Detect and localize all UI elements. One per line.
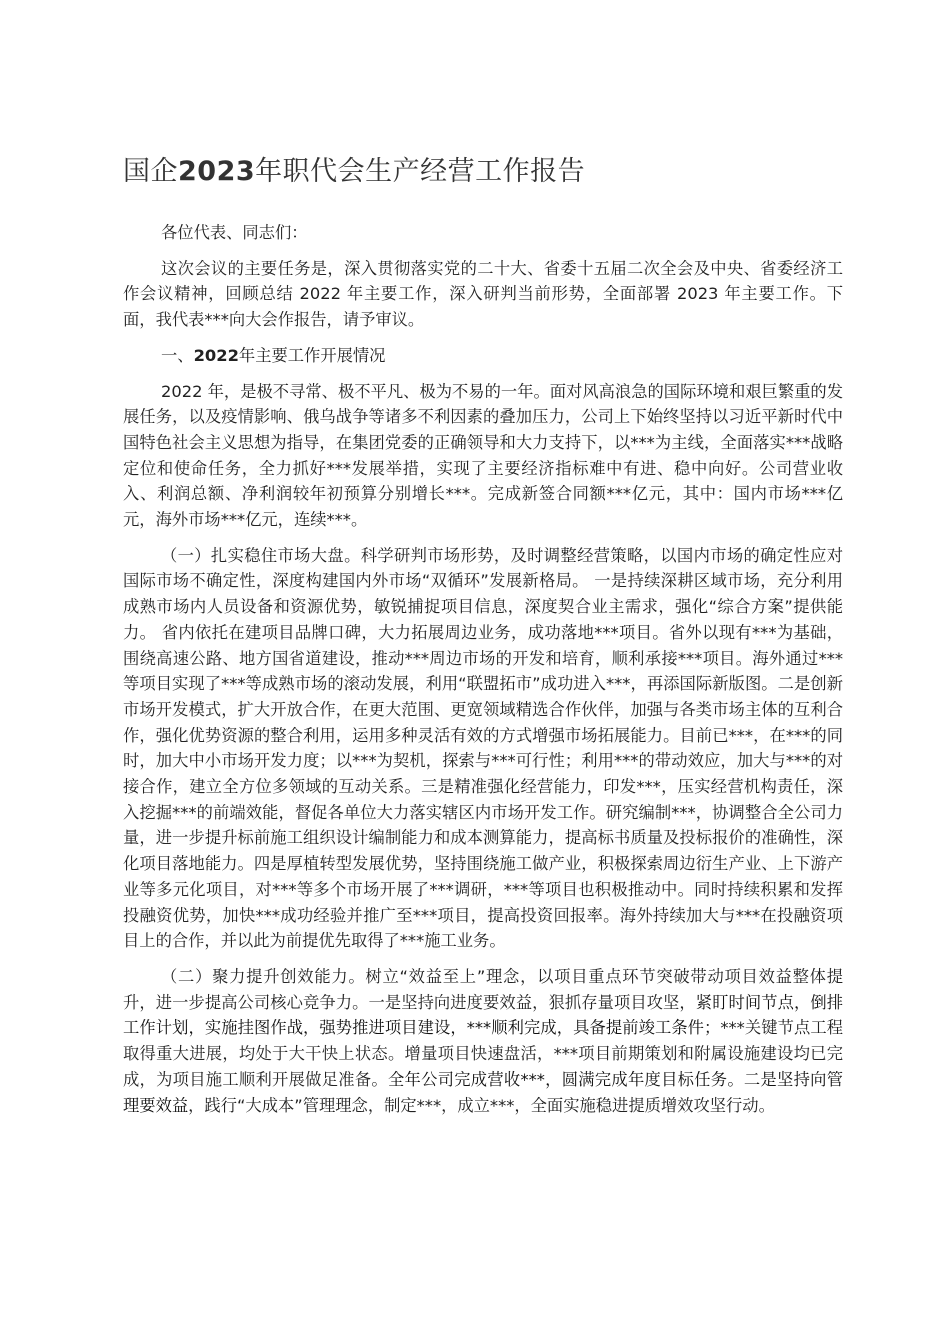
section-heading-text: 年主要工作开展情况	[238, 345, 386, 365]
title-suffix: 年职代会生产经营工作报告	[255, 156, 586, 187]
subsection2-text-b: 紧盯时间节点，倒排工作计划，实施挂图作战，强势推进项目建设，***顺利完成，具备提前竣工条件；	[123, 992, 843, 1038]
title-year: 2023	[178, 156, 256, 187]
section1-paragraph: 2022 年，是极不寻常、极不平凡、极为不易的一年。面对风高浪急的国际环境和艰巨繁重的发展任务，以及疫情影响、俄乌战争等诸多不利因素的叠加压力，公司上下始终坚持以习近平新时代中国特色社会主义思想为指导，在集团党委的正确领导和大力支持下，以***为主线，全面落实***战略定位和使命任务，全力抓好***发展举措，实现了主要经济指标难中有进、稳中向好。公司营业收入、利润总额、净利润较年初预算分别增长***。完成新签合同额***亿元，其中：国内市场***亿元，海外市场***亿元，连续***。	[123, 381, 843, 530]
subsection2-text-d: 全年公司完成营收***，圆满完成年度目标任务。	[387, 1069, 744, 1089]
title-prefix: 国企	[123, 156, 178, 187]
section-heading-prefix: 一、	[161, 345, 194, 365]
intro-paragraph: 这次会议的主要任务是，深入贯彻落实党的二十大、省委十五届二次全会及中央、省委经济工作会议精神，回顾总结 2022 年主要工作，深入研判当前形势，全面部署 2023 年主要工作。下面，我代表***向大会作报告，请予审议。	[123, 258, 843, 330]
document-page	[123, 150, 843, 1128]
subsection2-text-f: ，践行“大成本”管理理念，制定***，成立***，全面实施稳进提质增效攻坚行动。	[188, 1095, 775, 1115]
document-title	[123, 150, 843, 194]
subsection2-text-c: ***关键节点工程取得重大进展，均处于大干快上状态。增量项目快速盘活，***项目前期策划和附属设施建设均已完成，为项目施工顺利开展做足准备。	[123, 1018, 843, 1089]
section-heading-1	[123, 343, 843, 369]
section-heading-year: 2022	[193, 345, 239, 365]
subsection2-text-a: （二）聚力提升创效能力。树立“效益至上”理念，以项目重点环节突破带动项目效益整体提升，进一步提高公司核心竞争力。一是坚持向进度要效益，狠抓存量项目攻坚，	[123, 966, 843, 1012]
salutation: 各位代表、同志们：	[161, 223, 308, 242]
subsection1-paragraph: （一）扎实稳住市场大盘。科学研判市场形势，及时调整经营策略，以国内市场的确定性应对国际市场不确定性，深度构建国内外市场“双循环”发展新格局。 一是持续深耕区域市场，充分利用成熟市场内人员设备和资源优势，敏锐捕捉项目信息，深度契合业主需求，强化“综合方案”提供能力。 省内依托在建项目品牌口碑，大力拓展周边业务，成功落地***项目。省外以现有***为基础，围绕高速公路、地方国省道建设，推动***周边市场的开发和培育，顺利承接***项目。海外通过***等项目实现了***等成熟市场的滚动发展，利用“联盟拓市”成功进入***，再添国际新版图。二是创新市场开发模式，扩大开放合作，在更大范围、更宽领域精选合作伙伴，加强与各类市场主体的互利合作，强化优势资源的整合利用，运用多种灵活有效的方式增强市场拓展能力。目前已***，在***的同时，加大中小市场开发力度；以***为契机，探索与***可行性；利用***的带动效应，加大与***的对接合作，建立全方位多领域的互动关系。三是精准强化经营能力，印发***，压实经营机构责任，深入挖掘***的前端效能，督促各单位大力落实辖区内市场开发工作。研究编制***，协调整合全公司力量，进一步提升标前施工组织设计编制能力和成本测算能力，提高标书质量及投标报价的准确性，深化项目落地能力。四是厚植转型发展优势，坚持围绕施工做产业，积极探索周边衍生产业、上下游产业等多元化项目，对***等多个市场开展了***调研，***等项目也积极推动中。同时持续积累和发挥投融资优势，加快***成功经验并推广至***项目，提高投资回报率。海外持续加大与***在投融资项目上的合作，并以此为前提优先取得了***施工业务。	[123, 545, 843, 951]
subsection2-paragraph	[123, 964, 843, 1118]
subsection2-text-e: 二是坚持向管理要效益	[123, 1069, 843, 1115]
